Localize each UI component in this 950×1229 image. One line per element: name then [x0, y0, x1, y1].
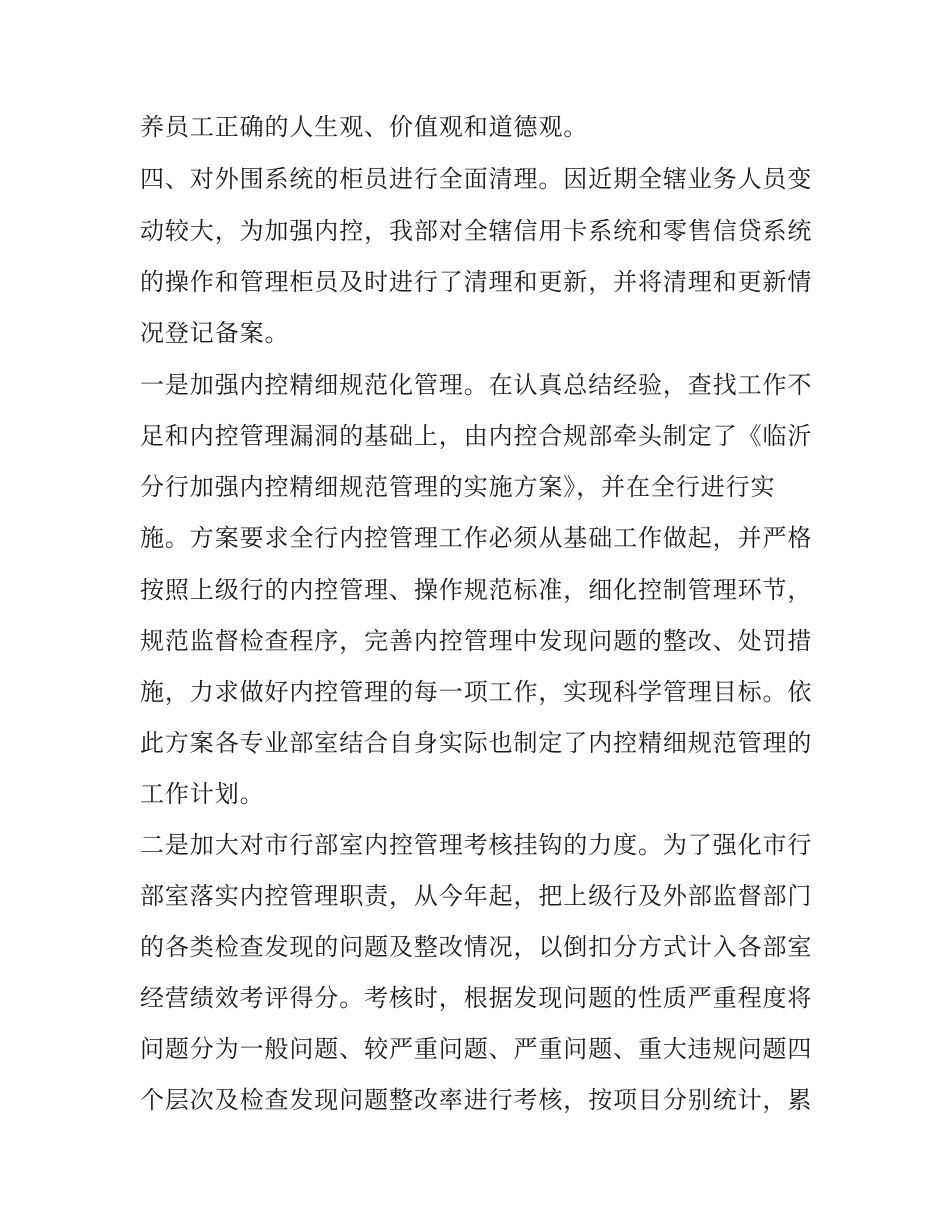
text-line-14: 工作计划。	[140, 780, 265, 808]
text-line-9: 施。方案要求全行内控管理工作必须从基础工作做起，并严格	[140, 524, 813, 552]
text-line-15: 二是加大对市行部室内控管理考核挂钩的力度。为了强化市行	[140, 831, 813, 859]
text-line-8: 分行加强内控精细规范管理的实施方案》，并在全行进行实	[140, 473, 776, 501]
text-line-7: 足和内控管理漏洞的基础上，由内控合规部牵头制定了《临沂	[140, 422, 813, 450]
text-line-2: 四、对外围系统的柜员进行全面清理。因近期全辖业务人员变	[140, 165, 813, 193]
text-line-12: 施，力求做好内控管理的每一项工作，实现科学管理目标。依	[140, 678, 813, 706]
text-line-3: 动较大，为加强内控，我部对全辖信用卡系统和零售信贷系统	[140, 217, 813, 245]
text-line-4: 的操作和管理柜员及时进行了清理和更新，并将清理和更新情	[140, 268, 813, 296]
text-line-20: 个层次及检查发现问题整改率进行考核，按项目分别统计，累	[140, 1086, 813, 1114]
text-line-13: 此方案各专业部室结合自身实际也制定了内控精细规范管理的	[140, 729, 813, 757]
text-line-1: 养员工正确的人生观、价值观和道德观。	[140, 113, 589, 141]
text-line-19: 问题分为一般问题、较严重问题、严重问题、重大违规问题四	[140, 1035, 813, 1063]
text-line-10: 按照上级行的内控管理、操作规范标准，细化控制管理环节，	[140, 576, 813, 604]
text-line-17: 的各类检查发现的问题及整改情况，以倒扣分方式计入各部室	[140, 933, 813, 961]
text-line-6: 一是加强内控精细规范化管理。在认真总结经验，查找工作不	[140, 371, 813, 399]
text-line-11: 规范监督检查程序，完善内控管理中发现问题的整改、处罚措	[140, 627, 813, 655]
text-line-5: 况登记备案。	[140, 319, 290, 347]
text-line-16: 部室落实内控管理职责，从今年起，把上级行及外部监督部门	[140, 882, 813, 910]
text-line-18: 经营绩效考评得分。考核时，根据发现问题的性质严重程度将	[140, 984, 813, 1012]
